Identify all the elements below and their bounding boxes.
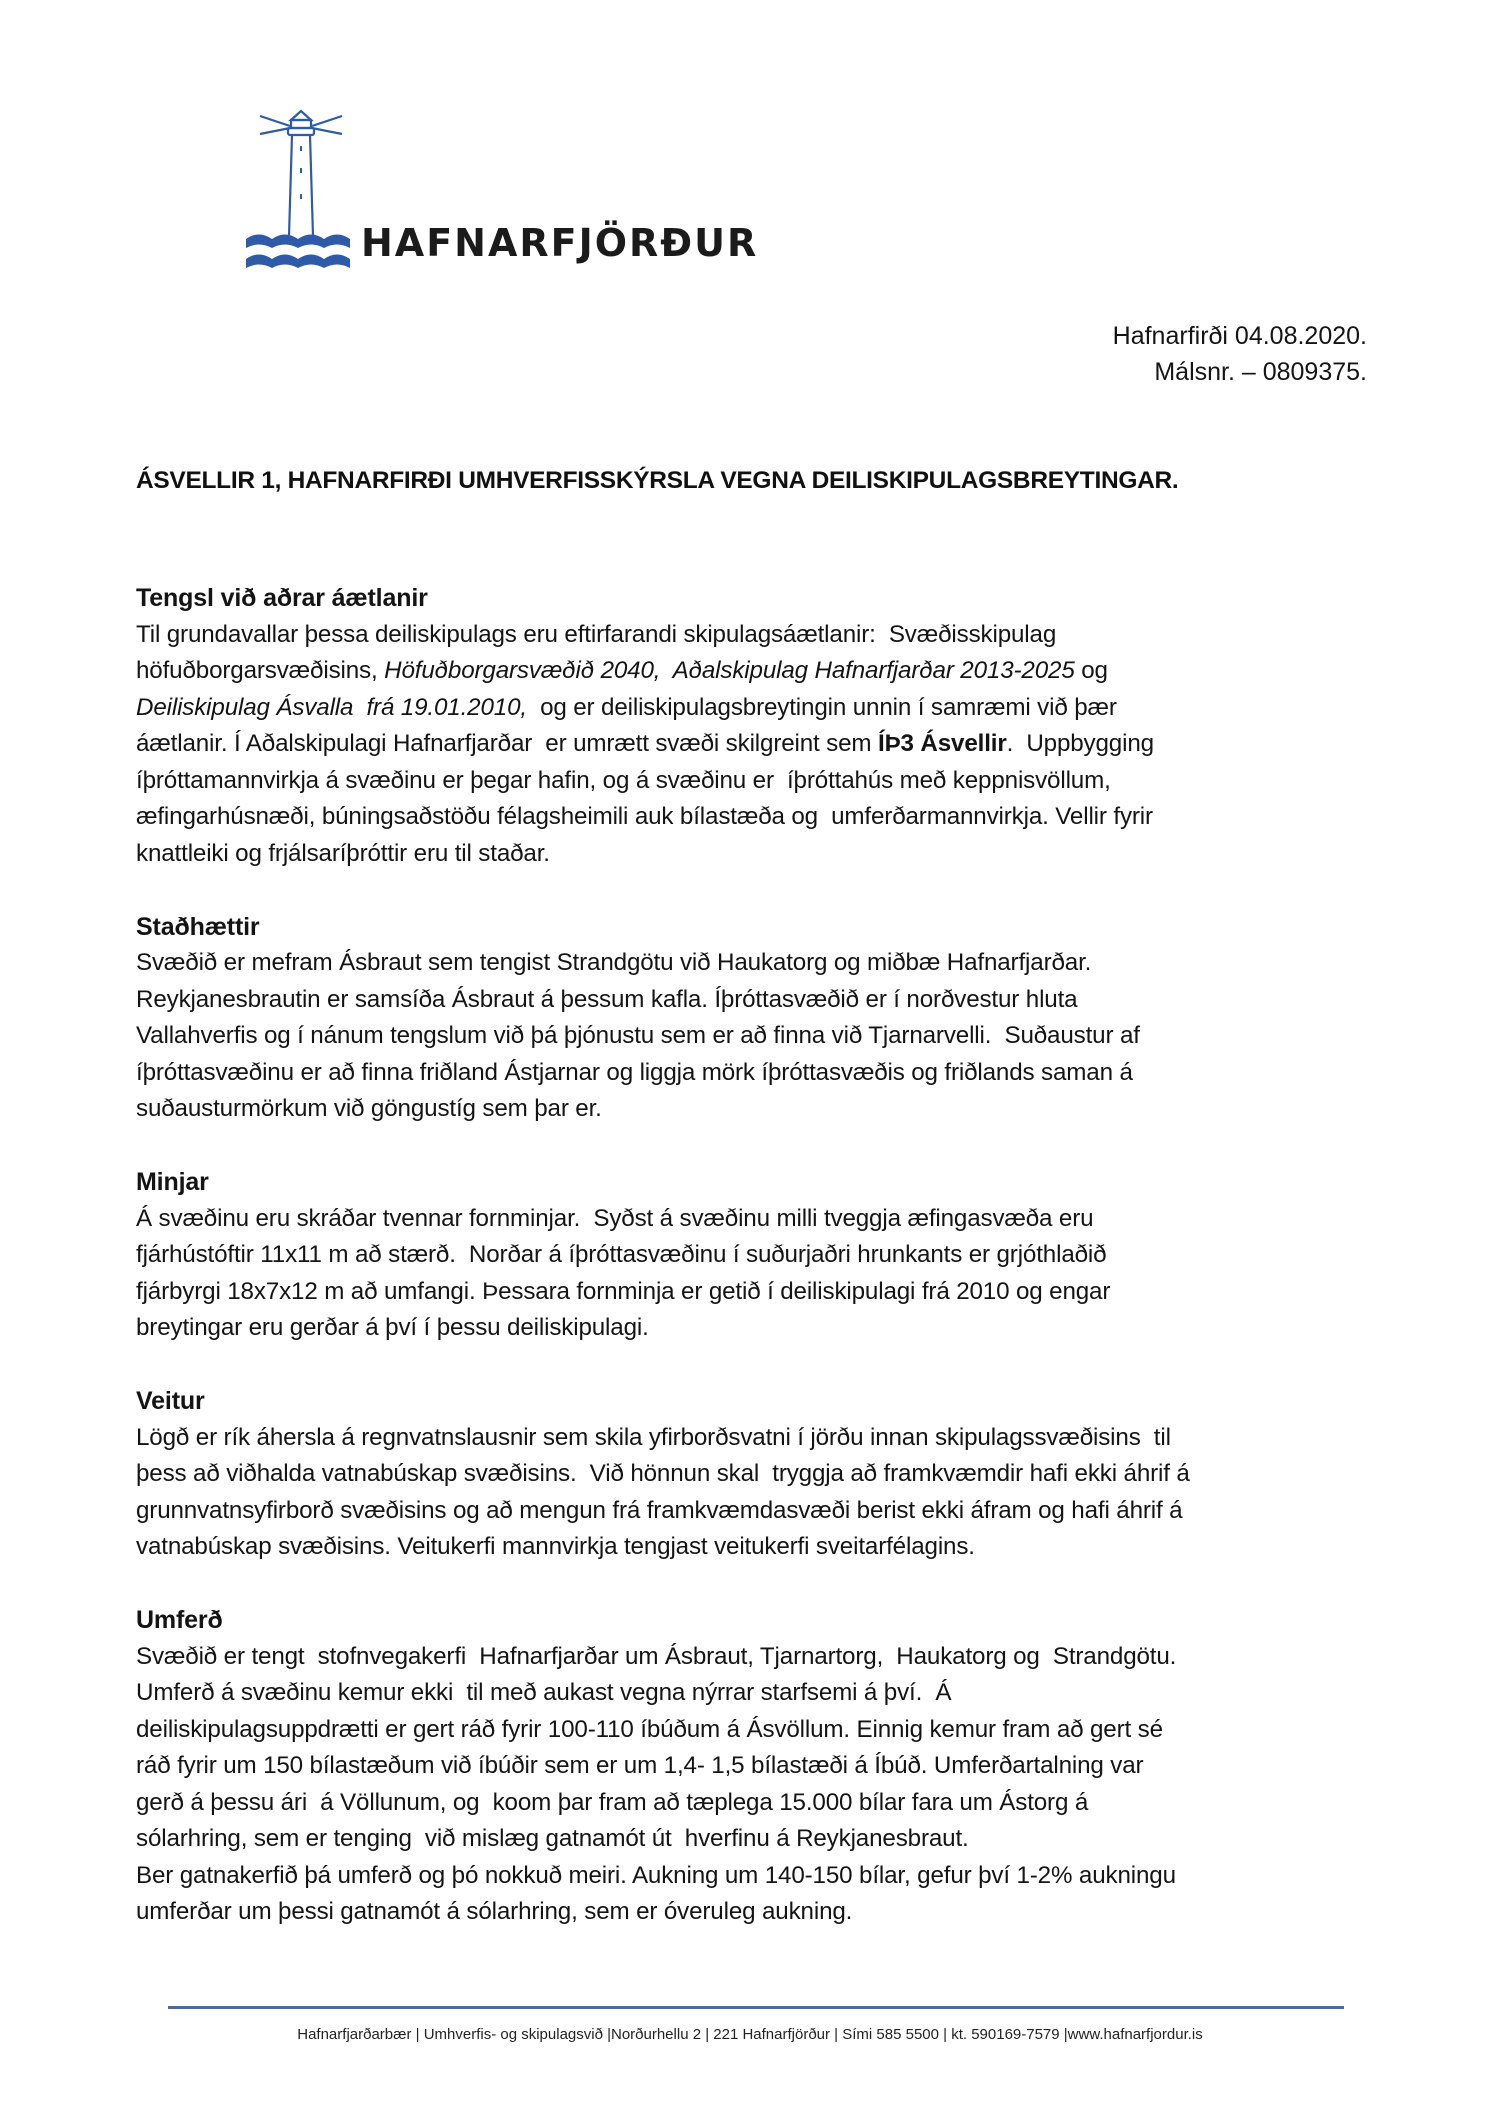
text-run: og [1074,657,1108,684]
section-heading: Umferð [136,1606,223,1634]
footer-divider [168,2006,1344,2009]
text-run: áætlanir. Í Aðalskipulagi Hafnarfjarðar er umrætt svæði skilgreint sem [136,730,878,757]
paragraph-line [136,1018,1376,1055]
text-run: Á svæðinu eru skráðar tvennar fornminjar. Syðst á svæðinu milli tveggja æfingasvæða eru [136,1204,1094,1232]
section [136,909,1376,1128]
paragraph-line [136,1493,1376,1530]
case-number: Málsnr. – 0809375. [1154,358,1367,386]
text-run: íþróttamannvirkja á svæðinu er þegar hafin, og á svæðinu er íþróttahús með keppnisvöllum, [136,766,1111,794]
paragraph-line [136,1529,1376,1566]
paragraph-line [136,1748,1376,1785]
text-run: umferðar um þessi gatnamót á sólarhring, sem er óveruleg aukning. [136,1898,853,1925]
text-run: æfingarhúsnæði, búningsaðstöðu félagsheimili auk bílastæða og umferðarmannvirkja. Vellir fyrir [136,803,1153,830]
text-run: íþróttasvæðinu er að finna friðland Ástjarnar og liggja mörk íþróttasvæðis og friðlands saman á [136,1058,1133,1086]
paragraph-line [136,1310,1376,1347]
paragraph-line [136,1420,1376,1457]
paragraph-line [136,1237,1376,1274]
logo-wordmark: HAFNARFJÖRÐUR [361,221,759,265]
section [136,580,1376,872]
italic-text: Höfuðborgarsvæðið 2040, Aðalskipulag Hafnarfjarðar 2013-2025 [384,657,1075,684]
text-run: höfuðborgarsvæðisins, [136,657,385,684]
section-heading: Tengsl við aðrar áætlanir [136,584,428,612]
lighthouse-waves-icon [246,96,356,276]
text-run: Vallahverfis og í nánum tengslum við þá þjónustu sem er að finna við Tjarnarvelli. Suðaustur af [136,1022,1140,1049]
text-run: Svæðið er tengt stofnvegakerfi Hafnarfjarðar um Ásbraut, Tjarnartorg, Haukatorg og Strandgötu. [136,1642,1177,1670]
text-run: breytingar eru gerðar á því í þessu deiliskipulagi. [136,1314,649,1341]
text-run: og er deiliskipulagsbreytingin unnin í samræmi við þær [526,693,1117,721]
paragraph-line [136,1712,1376,1749]
paragraph-line [136,1639,1376,1676]
paragraph-line [136,836,1376,873]
text-run: gerð á þessu ári á Völlunum, og koom þar fram að tæplega 15.000 bílar fara um Ástorg á [136,1788,1089,1816]
paragraph-line [136,1201,1376,1238]
document-body [136,580,1376,1967]
paragraph-line [136,1456,1376,1493]
paragraph-line [136,1821,1376,1858]
paragraph-line [136,982,1376,1019]
hafnarfjordur-logo [246,96,759,276]
text-run: vatnabúskap svæðisins. Veitukerfi mannvirkja tengjast veitukerfi sveitarfélagins. [136,1533,975,1560]
italic-text: Deiliskipulag Ásvalla frá 19.01.2010, [136,693,527,721]
text-run: deiliskipulagsuppdrætti er gert ráð fyrir 100-110 íbúðum á Ásvöllum. Einnig kemur fram að gert sé [136,1715,1163,1743]
paragraph-line [136,1894,1376,1931]
paragraph-line [136,1091,1376,1128]
text-run: . Uppbygging [1006,730,1154,757]
text-run: fjárhústóftir 11x11 m að stærð. Norðar á íþróttasvæðinu í suðurjaðri hrunkants er grjóthlaðið [136,1241,1107,1268]
paragraph-line [136,1858,1376,1895]
text-run: Ber gatnakerfið þá umferð og þó nokkuð meiri. Aukning um 140-150 bílar, gefur því 1-2% aukningu [136,1861,1176,1889]
text-run: grunnvatnsyfirborð svæðisins og að mengun frá framkvæmdasvæði berist ekki áfram og hafi áhrif á [136,1496,1183,1524]
paragraph-line [136,726,1376,763]
section-heading: Minjar [136,1168,209,1196]
bold-text: ÍÞ3 Ásvellir [878,730,1007,757]
footer-contact-info: Hafnarfjarðarbær | Umhverfis- og skipulagsvið |Norðurhellu 2 | 221 Hafnarfjörður | Sími 585 5500 | kt. 590169-7579 |www.hafnarfjordur.is [297,2026,1203,2043]
paragraph-line [136,690,1376,727]
text-run: Reykjanesbrautin er samsíða Ásbraut á þessum kafla. Íþróttasvæðið er í norðvestur hluta [136,985,1078,1013]
paragraph-line [136,653,1376,690]
paragraph-line [136,1055,1376,1092]
text-run: Svæðið er mefram Ásbraut sem tengist Strandgötu við Haukatorg og miðbæ Hafnarfjarðar. [136,949,1092,976]
text-run: Lögð er rík áhersla á regnvatnslausnir sem skila yfirborðsvatni í jörðu innan skipulagssvæðisins til [136,1423,1171,1451]
section [136,1383,1376,1566]
text-run: Umferð á svæðinu kemur ekki til með aukast vegna nýrrar starfsemi á því. Á [136,1679,952,1706]
text-run: sólarhring, sem er tenging við mislæg gatnamót út hverfinu á Reykjanesbraut. [136,1825,969,1852]
text-run: suðausturmörkum við göngustíg sem þar er. [136,1095,602,1122]
section [136,1602,1376,1931]
section-heading: Staðhættir [136,912,260,941]
text-run: fjárbyrgi 18x7x12 m að umfangi. Þessara fornminja er getið í deiliskipulagi frá 2010 og engar [136,1277,1111,1305]
paragraph-line [136,1785,1376,1822]
paragraph-line [136,799,1376,836]
paragraph-line [136,617,1376,654]
paragraph-line [136,1675,1376,1712]
document-meta [1113,318,1367,390]
text-run: ráð fyrir um 150 bílastæðum við íbúðir sem er um 1,4- 1,5 bílastæði á Íbúð. Umferðartalning var [136,1752,1144,1779]
text-run: Til grundavallar þessa deiliskipulags eru eftirfarandi skipulagsáætlanir: Svæðisskipulag [136,620,1057,648]
page-title: ÁSVELLIR 1, HAFNARFIRÐI UMHVERFISSKÝRSLA VEGNA DEILISKIPULAGSBREYTINGAR. [136,467,1179,494]
paragraph-line [136,763,1376,800]
text-run: þess að viðhalda vatnabúskap svæðisins. Við hönnun skal tryggja að framkvæmdir hafi ekki áhrif á [136,1460,1190,1487]
section-heading: Veitur [136,1387,205,1415]
paragraph-line [136,1274,1376,1311]
place-date: Hafnarfirði 04.08.2020. [1112,322,1367,350]
paragraph-line [136,945,1376,982]
text-run: knattleiki og frjálsaríþróttir eru til staðar. [136,839,550,867]
section [136,1164,1376,1347]
